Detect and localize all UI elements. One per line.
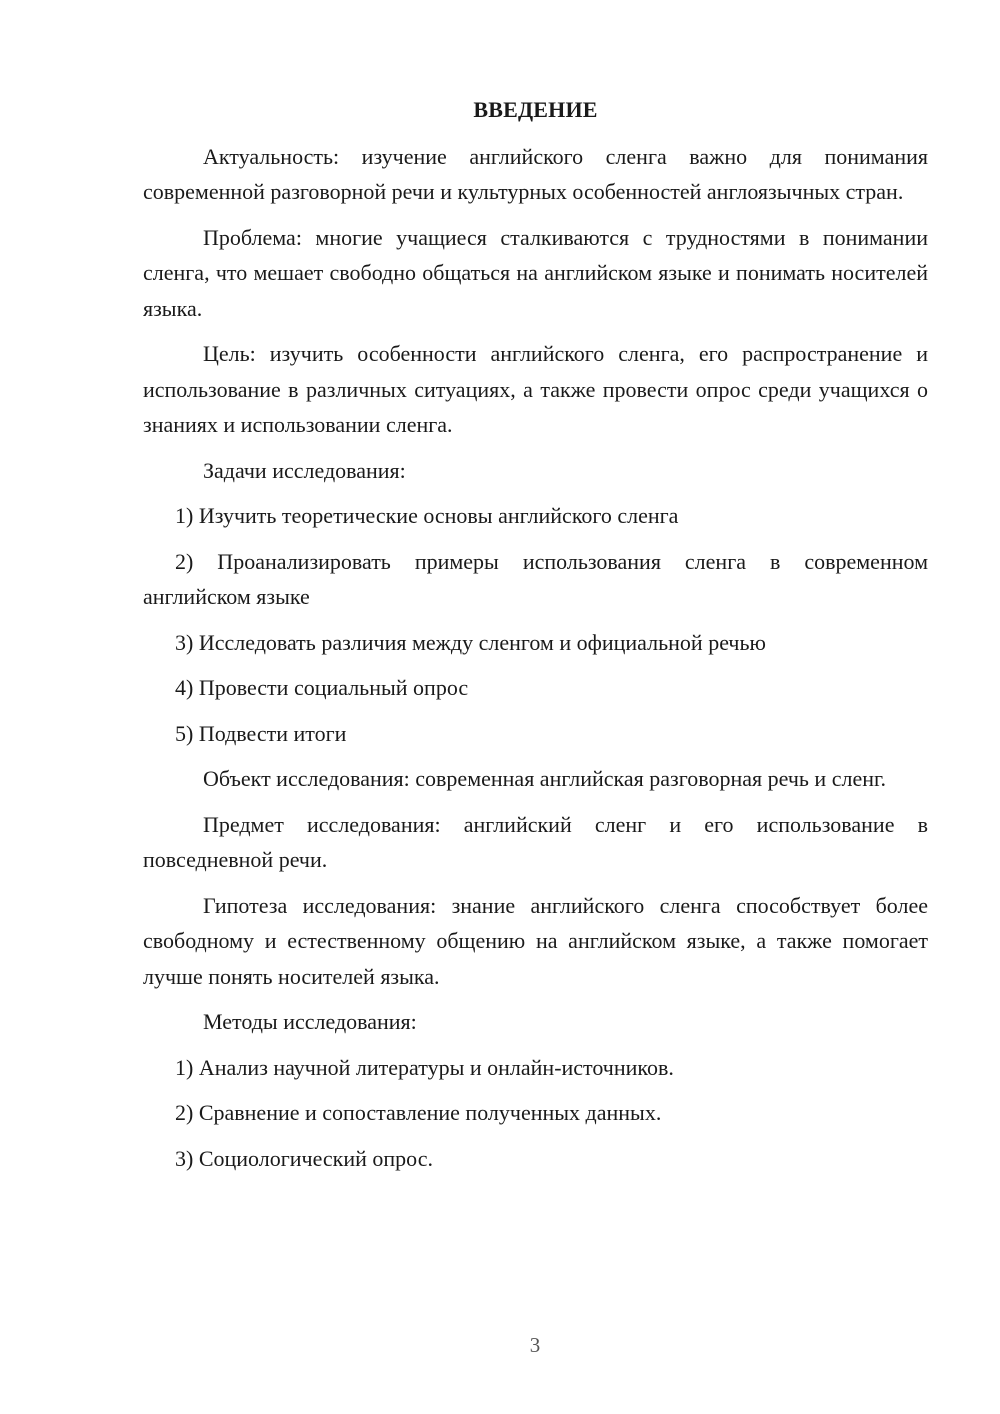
relevance-paragraph: Актуальность: изучение английского сленга важно для понимания современной разговорной речи и культурных особенностей англоязычных стран. bbox=[143, 143, 928, 204]
list-item: 5) Подвести итоги bbox=[175, 720, 347, 746]
hypothesis-paragraph: Гипотеза исследования: знание английского сленга способствует более свободному и естественному общению на английском языке, а также помогает лучше понять носителей языка. bbox=[143, 892, 928, 989]
subject-paragraph: Предмет исследования: английский сленг и его использование в повседневной речи. bbox=[143, 811, 928, 872]
methods-list bbox=[143, 1050, 928, 1177]
list-item: 3) Исследовать различия между сленгом и официальной речью bbox=[175, 629, 766, 655]
page-number: 3 bbox=[529, 1333, 541, 1357]
list-item: 3) Социологический опрос. bbox=[175, 1145, 433, 1171]
list-item: 1) Изучить теоретические основы английского сленга bbox=[175, 503, 679, 528]
section-heading: ВВЕДЕНИЕ bbox=[473, 97, 598, 122]
goal-paragraph: Цель: изучить особенности английского сленга, его распространение и использование в различных ситуациях, а также провести опрос среди учащихся о знаниях и использовании сленга. bbox=[143, 341, 928, 437]
list-item: 2) Проанализировать примеры использования сленга в современном английском языке bbox=[143, 548, 928, 609]
methods-title: Методы исследования: bbox=[203, 1009, 417, 1034]
object-paragraph: Объект исследования: современная английская разговорная речь и сленг. bbox=[203, 766, 887, 791]
list-item: 4) Провести социальный опрос bbox=[175, 675, 469, 700]
document-page bbox=[143, 92, 928, 1186]
tasks-list bbox=[143, 498, 928, 751]
list-item: 1) Анализ научной литературы и онлайн-источников. bbox=[175, 1054, 674, 1080]
list-item: 2) Сравнение и сопоставление полученных данных. bbox=[175, 1100, 662, 1125]
problem-paragraph: Проблема: многие учащиеся сталкиваются с трудностями в понимании сленга, что мешает свободно общаться на английском языке и понимать носителей языка. bbox=[143, 224, 928, 321]
tasks-title: Задачи исследования: bbox=[203, 457, 406, 483]
